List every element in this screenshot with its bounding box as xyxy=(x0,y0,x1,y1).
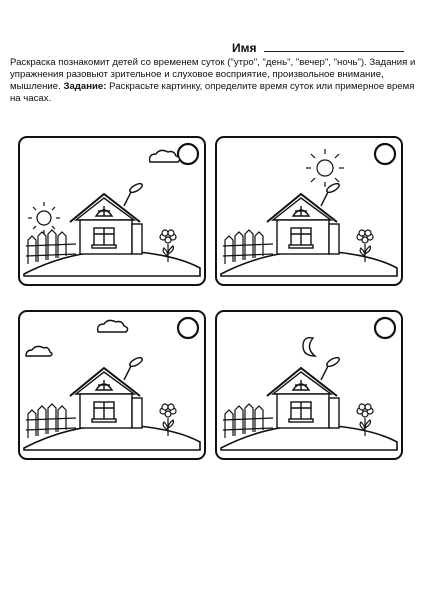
task-text: Раскрасьте картинку, определите время суток или примерное время на часах. xyxy=(10,81,415,104)
intro-text: Раскраска познакомит детей со временем суток ("утро", "день", "вечер", "ночь"). Задания и упражнения разовьют зрительное и слуховое восприятие, произвольное внимание, мышление. xyxy=(10,57,416,92)
panel-morning[interactable] xyxy=(18,136,206,286)
panel-evening[interactable] xyxy=(18,310,206,460)
name-label: Имя xyxy=(232,41,257,55)
panel-night[interactable] xyxy=(215,310,403,460)
task-label: Задание: xyxy=(63,81,107,92)
panel-day[interactable] xyxy=(215,136,403,286)
name-underline[interactable] xyxy=(264,40,404,52)
name-field xyxy=(232,40,417,55)
intro-paragraph xyxy=(10,57,418,105)
